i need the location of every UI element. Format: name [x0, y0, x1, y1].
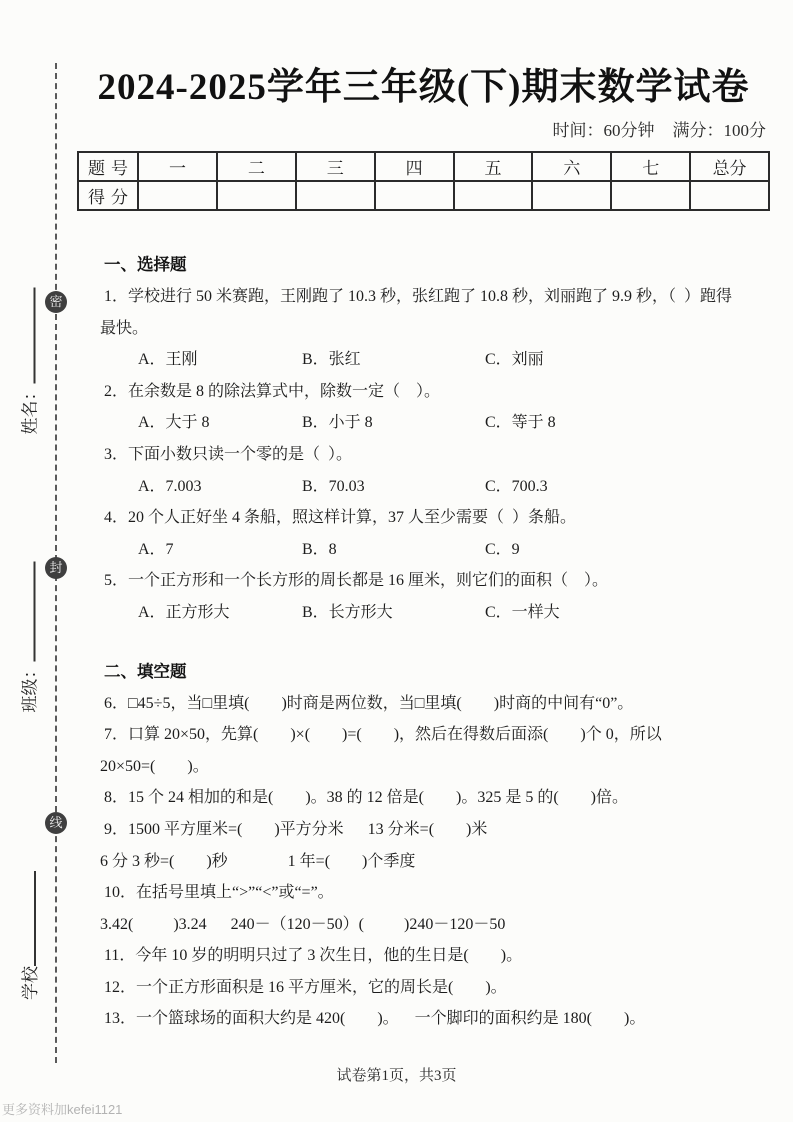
- question-12: 12．一个正方形面积是 16 平方厘米，它的周长是( )。: [104, 978, 507, 996]
- exam-title: 2024-2025学年三年级(下)期末数学试卷: [97, 67, 750, 108]
- question-9-line-2: 6 分 3 秒=( )秒 1 年=( )个季度: [100, 852, 416, 870]
- question-1-line-2: 最快。: [100, 319, 149, 337]
- score-col-2: 二: [217, 152, 296, 181]
- question-2: 2．在余数是 8 的除法算式中，除数一定（ ）。: [104, 382, 441, 400]
- score-cell: [217, 181, 296, 210]
- score-col-3: 三: [296, 152, 375, 181]
- score-label: 得分: [78, 181, 138, 210]
- score-cell: [532, 181, 611, 210]
- question-4-options: [77, 534, 770, 566]
- question-1-options: [77, 344, 770, 376]
- score-col-4: 四: [375, 152, 454, 181]
- page-number-footer: 试卷第1页，共3页: [336, 1068, 457, 1084]
- score-cell: [138, 181, 217, 210]
- question-13: 13．一个篮球场的面积大约是 420( )。 一个脚印的面积约是 180( )。: [104, 1010, 646, 1028]
- question-1-line-1: 1．学校进行 50 米赛跑，王刚跑了 10.3 秒，张红跑了 10.8 秒，刘丽跑了 9.9 秒，（ ）跑得: [104, 288, 733, 305]
- exam-content: [77, 0, 770, 1035]
- score-col-1: 一: [138, 152, 217, 181]
- question-7-line-2: 20×50=( )。: [100, 757, 209, 775]
- score-table: [77, 151, 770, 211]
- section-2-heading: 二、填空题: [104, 661, 187, 681]
- school-blank: [21, 871, 36, 966]
- option-b: B．长方形大: [302, 603, 393, 621]
- class-blank: [20, 562, 35, 662]
- option-c: C．9: [485, 540, 520, 558]
- question-11: 11．今年 10 岁的明明只过了 3 次生日，他的生日是( )。: [104, 947, 523, 965]
- option-b: B．小于 8: [302, 414, 373, 432]
- option-a: A．7: [138, 540, 174, 558]
- question-7-line-1: 7．口算 20×50，先算( )×( )=( )，然后在得数后面添( )个 0，所以: [104, 726, 662, 744]
- score-table-header-row: [78, 152, 769, 181]
- option-b: B．70.03: [302, 477, 365, 495]
- section-1-heading: 一、选择题: [104, 255, 187, 274]
- school-field: [16, 850, 40, 1000]
- question-5: 5．一个正方形和一个长方形的周长都是 16 厘米，则它们的面积（ ）。: [104, 572, 609, 590]
- option-b: B．8: [302, 540, 337, 558]
- option-c: C．700.3: [485, 477, 548, 495]
- time-limit: 时间：60分钟: [552, 121, 655, 140]
- option-a: A．大于 8: [138, 414, 210, 432]
- seal-stamp-feng: 封: [45, 557, 67, 579]
- score-col-total: 总分: [690, 152, 769, 181]
- score-cell: [296, 181, 375, 210]
- option-a: A．正方形大: [138, 603, 230, 621]
- student-name-label: 姓名：: [20, 383, 39, 435]
- exam-meta: [77, 116, 770, 141]
- class-label: 班级：: [20, 661, 39, 713]
- score-col-5: 五: [454, 152, 533, 181]
- question-8: 8．15 个 24 相加的和是( )。38 的 12 倍是( )。325 是 5 的( )倍。: [104, 789, 628, 807]
- option-c: C．一样大: [485, 603, 560, 621]
- question-6: 6．□45÷5，当□里填( )时商是两位数，当□里填( )时商的中间有“0”。: [104, 694, 634, 712]
- full-score: 满分：100分: [672, 121, 766, 140]
- question-10-values: 3.42( )3.24 240－（120－50）( )240－120－50: [100, 915, 506, 933]
- score-cell: [454, 181, 533, 210]
- question-2-options: [77, 407, 770, 439]
- score-col-7: 七: [611, 152, 690, 181]
- question-3-options: [77, 471, 770, 503]
- score-cell: [611, 181, 690, 210]
- option-c: C．刘丽: [485, 351, 544, 369]
- student-name-blank: [20, 288, 35, 384]
- question-number-label: 题号: [78, 152, 138, 181]
- score-cell: [690, 181, 769, 210]
- score-cell: [375, 181, 454, 210]
- class-field: [16, 552, 40, 713]
- option-a: A．王刚: [138, 351, 198, 369]
- seal-stamp-mi: 密: [45, 291, 67, 313]
- option-c: C．等于 8: [485, 414, 556, 432]
- seal-stamp-xian: 线: [45, 812, 67, 834]
- watermark-text: 更多资料加kefei1121: [2, 1102, 123, 1117]
- option-a: A．7.003: [138, 477, 202, 495]
- option-b: B．张红: [302, 351, 361, 369]
- school-label: 学校: [20, 966, 40, 1000]
- question-9-line-1: 9．1500 平方厘米=( )平方分米 13 分米=( )米: [104, 820, 488, 838]
- question-5-options: [77, 597, 770, 629]
- question-4: 4．20 个人正好坐 4 条船，照这样计算，37 人至少需要（ ）条船。: [104, 509, 577, 527]
- student-name-field: [16, 280, 40, 435]
- question-10: 10．在括号里填上“>”“<”或“=”。: [104, 884, 334, 902]
- score-table-score-row: [78, 181, 769, 210]
- score-col-6: 六: [532, 152, 611, 181]
- question-3: 3．下面小数只读一个零的是（ ）。: [104, 445, 353, 463]
